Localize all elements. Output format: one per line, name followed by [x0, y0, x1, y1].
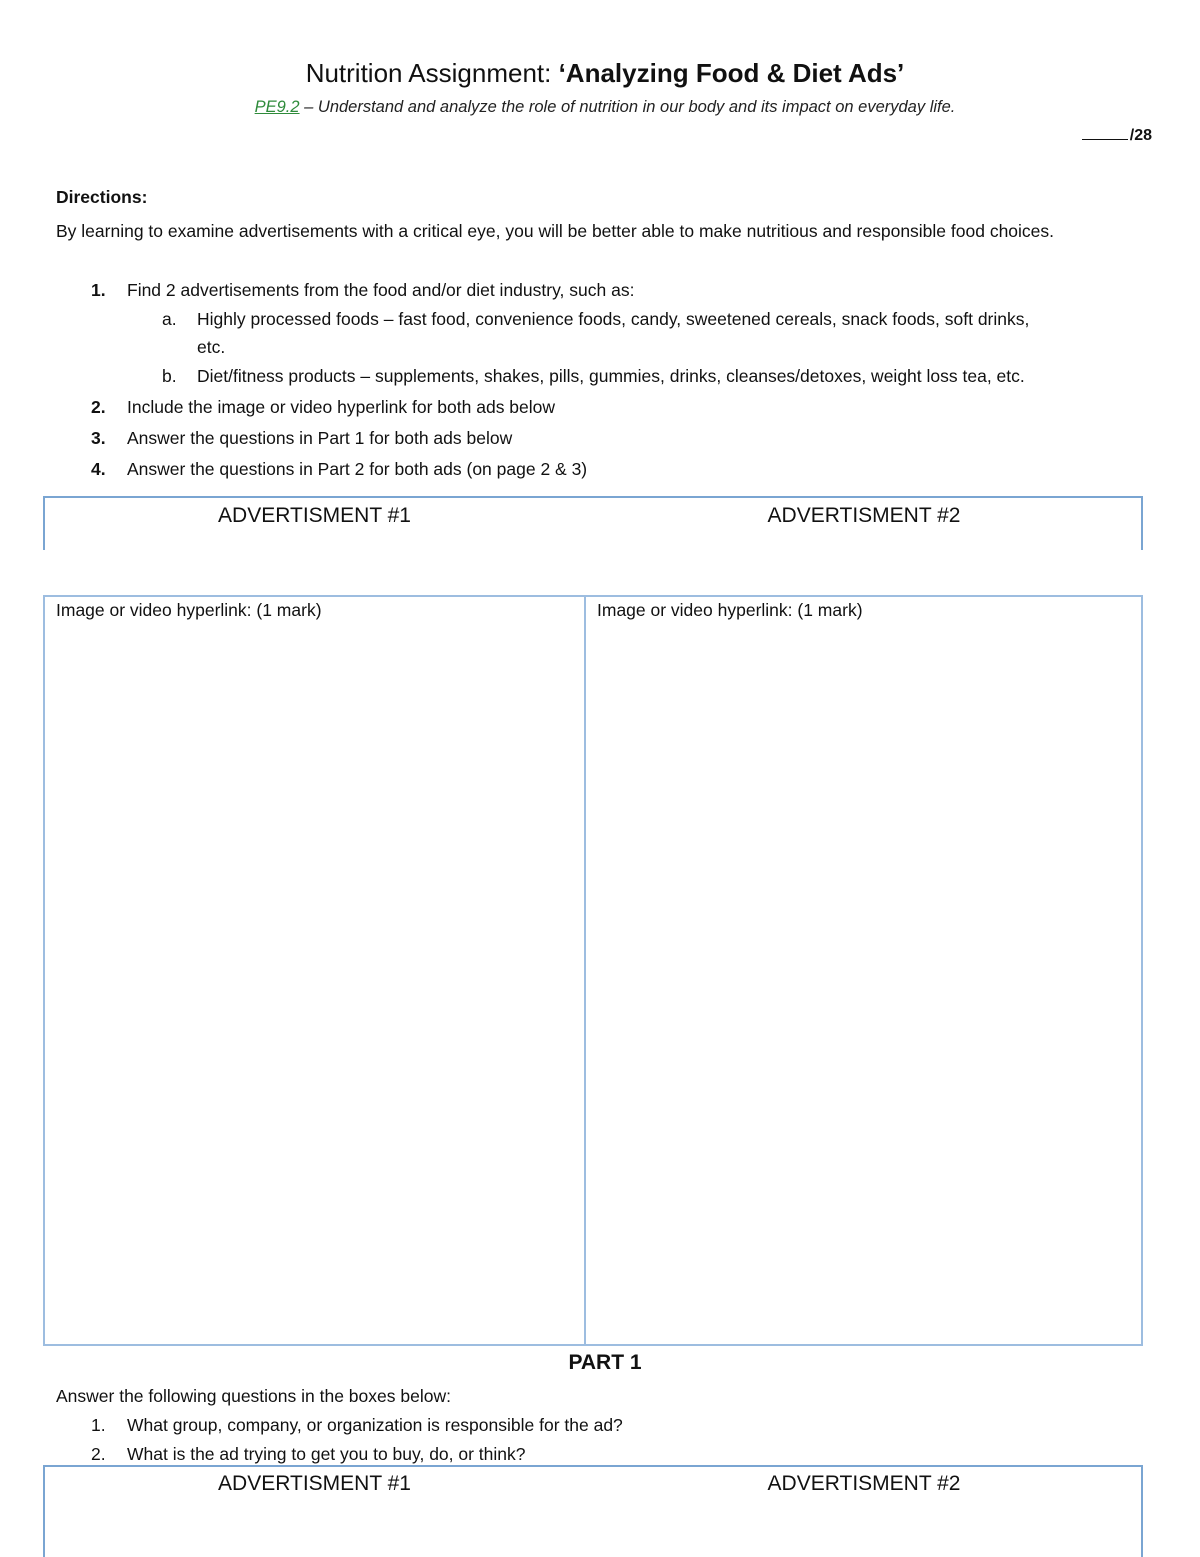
question-number: 1.	[91, 1415, 106, 1435]
learning-outcome	[0, 98, 1200, 117]
directions-intro: By learning to examine advertisements with a critical eye, you will be better able to make nutritious and responsible food choices.	[56, 221, 1055, 241]
question-text: What is the ad trying to get you to buy, do, or think?	[127, 1444, 526, 1464]
ad1-header: ADVERTISMENT #1	[218, 504, 411, 527]
ad2-header: ADVERTISMENT #2	[767, 504, 961, 527]
list-item	[0, 1440, 1200, 1468]
title-prefix: Nutrition Assignment:	[305, 58, 559, 88]
step-text: Find 2 advertisements from the food and/or diet industry, such as:	[127, 280, 635, 300]
score-line	[1082, 125, 1152, 145]
part1-instruction: Answer the following questions in the boxes below:	[56, 1386, 451, 1406]
outcome-code-link[interactable]: PE9.2	[254, 98, 300, 116]
list-item	[0, 424, 1200, 452]
step-number: 4.	[91, 459, 106, 479]
part1-ad1-header: ADVERTISMENT #1	[218, 1472, 411, 1495]
list-item	[0, 362, 1200, 390]
ad2-hyperlink-label: Image or video hyperlink: (1 mark)	[597, 600, 863, 620]
sub-text: Highly processed foods – fast food, convenience foods, candy, sweetened cereals, snack foods, soft drinks,	[197, 309, 1030, 329]
part1-ad2-header: ADVERTISMENT #2	[767, 1472, 961, 1495]
step-text: Answer the questions in Part 1 for both ads below	[127, 428, 513, 448]
outcome-text: – Understand and analyze the role of nutrition in our body and its impact on everyday life.	[299, 98, 956, 116]
page-title	[0, 58, 1200, 89]
title-emphasis: ‘Analyzing Food & Diet Ads’	[558, 58, 905, 88]
sub-text: Diet/fitness products – supplements, shakes, pills, gummies, drinks, cleanses/detoxes, weight loss tea, etc.	[197, 366, 1025, 386]
sub-letter: a.	[162, 309, 177, 329]
score-blank	[1082, 125, 1128, 140]
score-total: /28	[1129, 127, 1152, 144]
ad1-hyperlink-label: Image or video hyperlink: (1 mark)	[56, 600, 322, 620]
list-item	[0, 1411, 1200, 1439]
ad2-hyperlink-box[interactable]	[584, 595, 1143, 1346]
part1-heading: PART 1	[568, 1351, 642, 1374]
list-item	[0, 455, 1200, 483]
step-number: 3.	[91, 428, 106, 448]
list-item	[0, 305, 1200, 361]
list-item	[0, 393, 1200, 421]
step-text: Answer the questions in Part 2 for both ads (on page 2 & 3)	[127, 459, 588, 479]
list-item	[0, 276, 1200, 304]
question-text: What group, company, or organization is responsible for the ad?	[127, 1415, 623, 1435]
question-number: 2.	[91, 1444, 106, 1464]
directions-heading: Directions:	[56, 187, 148, 207]
step-number: 1.	[91, 280, 106, 300]
ad1-hyperlink-box[interactable]	[43, 595, 586, 1346]
sub-text-continued: etc.	[197, 337, 226, 357]
step-text: Include the image or video hyperlink for both ads below	[127, 397, 556, 417]
step-number: 2.	[91, 397, 106, 417]
sub-letter: b.	[162, 366, 177, 386]
